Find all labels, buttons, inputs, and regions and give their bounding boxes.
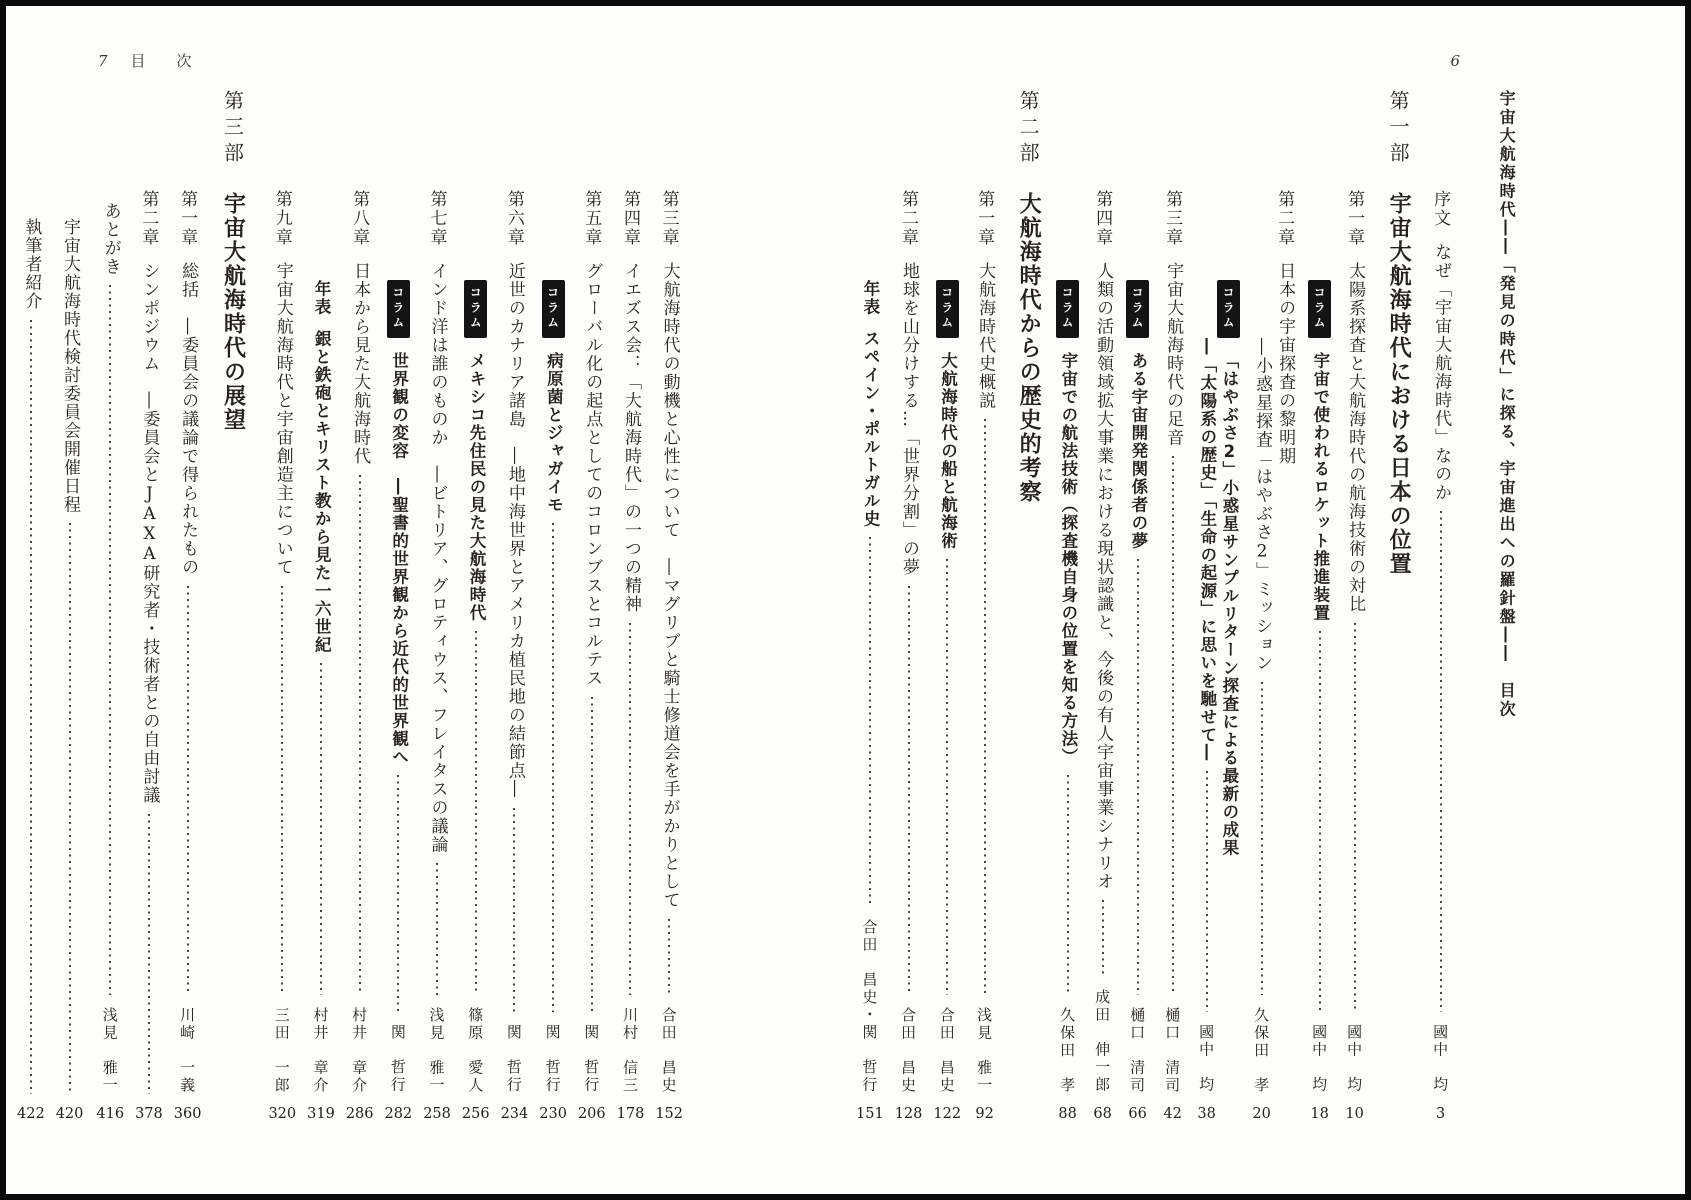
entry-label: 第二章 bbox=[1274, 190, 1295, 247]
entry-page-number: 422 bbox=[17, 1106, 45, 1122]
entry-label: コラム bbox=[1217, 280, 1240, 338]
entry-page-number: 20 bbox=[1252, 1106, 1271, 1122]
dotted-leader bbox=[69, 523, 71, 1094]
entry-title: 宇宙で使われるロケット推進装置 bbox=[1310, 352, 1330, 622]
entry-title: 日本の宇宙探査の黎明期 bbox=[1275, 262, 1296, 466]
entry-page-number: 258 bbox=[423, 1106, 451, 1122]
entry-page-number: 286 bbox=[345, 1106, 374, 1122]
dotted-leader bbox=[359, 475, 361, 995]
part-heading bbox=[1383, 90, 1414, 1124]
toc-entry bbox=[174, 90, 202, 1124]
entry-main-column bbox=[1217, 90, 1240, 1124]
part-heading-column bbox=[1383, 90, 1414, 1124]
entry-author: 篠原 愛人 bbox=[466, 1006, 485, 1094]
entry-label: 第三章 bbox=[658, 190, 679, 247]
toc-entry bbox=[539, 90, 567, 1124]
entry-main-column bbox=[268, 90, 296, 1124]
entry-author: 國中 均 bbox=[1197, 1024, 1216, 1094]
part-heading-column bbox=[217, 90, 248, 1124]
entry-author: 合田 昌史 bbox=[899, 1006, 918, 1094]
entry-label: 第三章 bbox=[1162, 190, 1183, 247]
entry-main-column bbox=[933, 90, 961, 1124]
entry-title: ある宇宙開発関係者の夢 bbox=[1128, 352, 1148, 550]
entry-author: 樋口 清司 bbox=[1163, 1006, 1182, 1094]
entry-main-column bbox=[1126, 90, 1149, 1124]
entry-subtitle: ―「太陽系の歴史」「生命の起源」に思いを馳せて― bbox=[1197, 338, 1217, 762]
entry-page-number: 320 bbox=[268, 1106, 297, 1122]
toc-entry bbox=[1342, 90, 1367, 1124]
book-title-column bbox=[1495, 90, 1518, 1124]
entry-author: 樋口 清司 bbox=[1128, 1006, 1147, 1094]
entry-page-number: 122 bbox=[933, 1106, 962, 1122]
part-heading bbox=[217, 90, 248, 1124]
toc-entry bbox=[856, 90, 884, 1124]
entry-subtitle-column bbox=[1196, 90, 1217, 1124]
entry-author: 浅見 雅一 bbox=[975, 1006, 994, 1094]
entry-main-column bbox=[655, 90, 683, 1124]
toc-group-chapters bbox=[268, 90, 683, 1124]
entry-title: 太陽系探査と大航海時代の航海技術の対比 bbox=[1345, 262, 1366, 614]
entry-main-column bbox=[135, 90, 163, 1124]
entry-author: 三田 一郎 bbox=[272, 1006, 291, 1094]
book-title-entry bbox=[1495, 90, 1518, 1124]
dotted-leader bbox=[1172, 456, 1174, 995]
dotted-leader bbox=[668, 919, 670, 995]
toc-entry bbox=[1126, 90, 1149, 1124]
entry-main-column bbox=[1090, 90, 1115, 1124]
entry-page-number: 178 bbox=[616, 1106, 645, 1122]
toc-group-backmatter bbox=[17, 90, 83, 1124]
toc-entry bbox=[933, 90, 961, 1124]
entry-main-column bbox=[539, 90, 567, 1124]
entry-author: 村井 章介 bbox=[350, 1006, 369, 1094]
entry-main-column bbox=[17, 90, 45, 1124]
entry-title: 大航海時代の船と航海術 bbox=[938, 352, 958, 550]
toc-entry bbox=[1428, 90, 1453, 1124]
entry-page-number: 38 bbox=[1197, 1106, 1216, 1122]
entry-label: 第九章 bbox=[271, 190, 292, 247]
toc-group-title bbox=[1495, 90, 1518, 1124]
entry-title: グローバル化の起点としてのコロンブスとコルテス bbox=[582, 262, 603, 688]
entry-page-number: 230 bbox=[539, 1106, 567, 1122]
entry-author: 久保田 孝 bbox=[1058, 1006, 1077, 1094]
page-left bbox=[6, 6, 845, 1194]
dotted-leader bbox=[320, 663, 322, 995]
entry-title: イエズス会：「大航海時代」の一つの精神 bbox=[620, 262, 641, 614]
entry-main-column bbox=[423, 90, 451, 1124]
entry-author: 川村 信三 bbox=[620, 1006, 639, 1094]
toc-entry bbox=[895, 90, 923, 1124]
toc-entry bbox=[17, 90, 45, 1124]
entry-label: 序文 bbox=[1430, 190, 1451, 228]
entry-page-number: 128 bbox=[894, 1106, 923, 1122]
entry-title: 病原菌とジャガイモ bbox=[544, 352, 564, 514]
entry-title: 日本から見た大航海時代 bbox=[350, 262, 371, 466]
entry-author: 関 哲行 bbox=[582, 1024, 601, 1094]
entry-main-column bbox=[1056, 90, 1079, 1124]
entry-title: あとがき bbox=[100, 202, 121, 276]
toc-entry bbox=[655, 90, 683, 1124]
entry-title: 銀と鉄砲とキリスト教から見た一六世紀 bbox=[312, 330, 332, 654]
entry-main-column bbox=[174, 90, 202, 1124]
toc-group-part1 bbox=[1056, 90, 1414, 1124]
entry-author: 久保田 孝 bbox=[1252, 1006, 1271, 1094]
entry-main-column bbox=[972, 90, 997, 1124]
entry-main-column bbox=[578, 90, 606, 1124]
entry-page-number: 66 bbox=[1128, 1106, 1147, 1122]
part-label: 第一部 bbox=[1386, 90, 1411, 168]
dotted-leader bbox=[629, 623, 631, 995]
entry-author: 成田 伸一郎 bbox=[1093, 989, 1112, 1094]
entry-title: 宇宙大航海時代検討委員会開催日程 bbox=[60, 218, 81, 514]
entry-page-number: 420 bbox=[55, 1106, 84, 1122]
entry-main-column bbox=[1342, 90, 1367, 1124]
entry-label: 第五章 bbox=[581, 190, 602, 247]
entry-page-number: 416 bbox=[96, 1106, 125, 1122]
dotted-leader bbox=[397, 775, 399, 1012]
entry-author: 國中 均 bbox=[1431, 1024, 1450, 1094]
book-spread bbox=[6, 6, 1685, 1194]
entry-title: 地球を山分けする…「世界分割」の夢 bbox=[899, 262, 920, 577]
entry-main-column bbox=[1308, 90, 1331, 1124]
dotted-leader bbox=[552, 523, 554, 1012]
dotted-leader bbox=[281, 586, 283, 995]
entry-title: 大航海時代の動機と心性について ―マグリブと騎士修道会を手がかりとして bbox=[659, 262, 680, 910]
entry-label: 第一章 bbox=[974, 190, 995, 247]
entry-main-column bbox=[1272, 90, 1297, 1124]
entry-main-column bbox=[856, 90, 884, 1124]
entry-label: 第二章 bbox=[138, 190, 159, 247]
entry-title: スペイン・ポルトガル史 bbox=[861, 330, 881, 528]
entry-title: インド洋は誰のものか ―ビトリア、グロティウス、フレイタスの議論 bbox=[427, 262, 448, 854]
entry-main-column bbox=[96, 90, 124, 1124]
entry-author: 國中 均 bbox=[1345, 1024, 1364, 1094]
entry-page-number: 68 bbox=[1093, 1106, 1112, 1122]
toc-group-part3 bbox=[135, 90, 248, 1124]
entry-label: 第六章 bbox=[503, 190, 524, 247]
dotted-leader bbox=[869, 537, 871, 907]
entry-page-number: 92 bbox=[975, 1106, 994, 1122]
entry-page-number: 88 bbox=[1058, 1106, 1077, 1122]
entry-label: 第一章 bbox=[177, 190, 198, 247]
toc-entry bbox=[578, 90, 606, 1124]
part-label: 第三部 bbox=[220, 90, 245, 168]
dotted-leader bbox=[1261, 682, 1263, 995]
toc-content-right bbox=[845, 90, 1518, 1124]
dotted-leader bbox=[1102, 900, 1104, 977]
entry-label: コラム bbox=[936, 280, 959, 338]
entry-label: コラム bbox=[1308, 280, 1331, 338]
toc-entry bbox=[96, 90, 124, 1124]
dotted-leader bbox=[30, 320, 32, 1095]
entry-page-number: 151 bbox=[856, 1106, 884, 1122]
entry-main-column bbox=[1160, 90, 1185, 1124]
dotted-leader bbox=[946, 559, 948, 995]
book-title: 宇宙大航海時代――「発見の時代」に探る、宇宙進出への羅針盤―― 目次 bbox=[1497, 90, 1517, 719]
part-heading bbox=[1013, 90, 1044, 1124]
dotted-leader bbox=[148, 814, 150, 1095]
toc-entry bbox=[307, 90, 335, 1124]
dotted-leader bbox=[436, 863, 438, 995]
dotted-leader bbox=[984, 419, 986, 995]
entry-author: 関 哲行 bbox=[504, 1024, 523, 1094]
dotted-leader bbox=[1354, 623, 1356, 1013]
toc-group-part2 bbox=[856, 90, 1044, 1124]
entry-author: 浅見 雅一 bbox=[100, 1006, 119, 1094]
dotted-leader bbox=[1440, 511, 1442, 1012]
part-title: 宇宙大航海時代における日本の位置 bbox=[1386, 192, 1412, 576]
entry-main-column bbox=[1428, 90, 1453, 1124]
toc-entry bbox=[501, 90, 529, 1124]
toc-entry bbox=[1308, 90, 1331, 1124]
toc-entry bbox=[385, 90, 413, 1124]
part-title: 大航海時代からの歴史的考察 bbox=[1016, 192, 1042, 504]
entry-author: 関 哲行 bbox=[388, 1024, 407, 1094]
entry-title: 「はやぶさ2」小惑星サンプルリターン探査による最新の成果 bbox=[1219, 352, 1239, 857]
entry-label: コラム bbox=[1056, 280, 1079, 338]
entry-label: コラム bbox=[1126, 280, 1149, 338]
running-head-title: 目 次 bbox=[130, 52, 200, 70]
entry-author: 浅見 雅一 bbox=[427, 1006, 446, 1094]
page-number-right: 6 bbox=[1450, 52, 1461, 70]
entry-main-column bbox=[307, 90, 335, 1124]
part-label: 第二部 bbox=[1016, 90, 1041, 168]
entry-page-number: 18 bbox=[1310, 1106, 1329, 1122]
entry-label: 第二章 bbox=[898, 190, 919, 247]
toc-entry bbox=[972, 90, 997, 1124]
dotted-leader bbox=[475, 631, 477, 995]
entry-label: 第四章 bbox=[1092, 190, 1113, 247]
dotted-leader bbox=[1319, 631, 1321, 1012]
dotted-leader bbox=[1137, 559, 1139, 995]
entry-author: 関 哲行 bbox=[543, 1024, 562, 1094]
toc-entry bbox=[268, 90, 296, 1124]
entry-title: 近世のカナリア諸島 ―地中海世界とアメリカ植民地の結節点― bbox=[504, 262, 525, 799]
entry-main-column bbox=[385, 90, 413, 1124]
entry-author: 國中 均 bbox=[1310, 1024, 1329, 1094]
entry-title: メキシコ先住民の見た大航海時代 bbox=[466, 352, 486, 622]
entry-main-column bbox=[56, 90, 84, 1124]
entry-title: 宇宙大航海時代と宇宙創造主について bbox=[272, 262, 293, 577]
running-head-left bbox=[98, 50, 200, 71]
dotted-leader bbox=[513, 808, 515, 1013]
toc-entry bbox=[1251, 90, 1297, 1124]
dotted-leader bbox=[187, 586, 189, 995]
entry-label: 年表 bbox=[860, 280, 880, 316]
entry-main-column bbox=[346, 90, 374, 1124]
entry-main-column bbox=[462, 90, 490, 1124]
dotted-leader bbox=[591, 697, 593, 1013]
page-right bbox=[845, 6, 1685, 1194]
entry-title: 人類の活動領域拡大事業における現状認識と、今後の有人宇宙事業シナリオ bbox=[1093, 262, 1114, 891]
entry-label: コラム bbox=[542, 280, 565, 338]
dotted-leader bbox=[1206, 771, 1208, 1012]
entry-subtitle-column bbox=[1251, 90, 1272, 1124]
entry-title: 世界観の変容 ―聖書的世界観から近代的世界観へ bbox=[389, 352, 409, 766]
toc-entry bbox=[617, 90, 645, 1124]
toc-entry bbox=[1196, 90, 1240, 1124]
entry-label: 第七章 bbox=[426, 190, 447, 247]
entry-label: 第八章 bbox=[349, 190, 370, 247]
entry-label: コラム bbox=[387, 280, 410, 338]
entry-page-number: 234 bbox=[500, 1106, 529, 1122]
part-heading-column bbox=[1013, 90, 1044, 1124]
entry-author: 合田 昌史 bbox=[659, 1006, 678, 1094]
toc-content-left bbox=[6, 90, 683, 1124]
entry-label: 年表 bbox=[311, 280, 331, 316]
toc-entry bbox=[1160, 90, 1185, 1124]
toc-entry bbox=[423, 90, 451, 1124]
entry-page-number: 360 bbox=[173, 1106, 202, 1122]
part-title: 宇宙大航海時代の展望 bbox=[220, 192, 246, 432]
entry-main-column bbox=[895, 90, 923, 1124]
entry-title: 宇宙大航海時代の足音 bbox=[1163, 262, 1184, 447]
entry-main-column bbox=[501, 90, 529, 1124]
dotted-leader bbox=[908, 586, 910, 995]
entry-page-number: 256 bbox=[461, 1106, 490, 1122]
entry-page-number: 282 bbox=[384, 1106, 413, 1122]
entry-title: 宇宙での航法技術（探査機自身の位置を知る方法） bbox=[1058, 352, 1078, 766]
toc-group-afterword bbox=[96, 90, 124, 1124]
entry-title: なぜ「宇宙大航海時代」なのか bbox=[1431, 243, 1452, 502]
entry-page-number: 152 bbox=[655, 1106, 683, 1122]
toc-entry bbox=[56, 90, 84, 1124]
entry-label: コラム bbox=[464, 280, 487, 338]
entry-title: 執筆者紹介 bbox=[21, 218, 42, 311]
entry-main-column bbox=[617, 90, 645, 1124]
toc-entry bbox=[1056, 90, 1079, 1124]
toc-entry bbox=[135, 90, 163, 1124]
entry-page-number: 3 bbox=[1435, 1106, 1446, 1122]
dotted-leader bbox=[1067, 775, 1069, 995]
dotted-leader bbox=[109, 285, 111, 995]
entry-title: シンポジウム ―委員会とJAXA研究者・技術者との自由討議 bbox=[139, 262, 160, 805]
entry-author: 合田 昌史 bbox=[937, 1006, 956, 1094]
entry-page-number: 206 bbox=[577, 1106, 606, 1122]
toc-entry bbox=[462, 90, 490, 1124]
entry-page-number: 378 bbox=[135, 1106, 163, 1122]
entry-author: 村井 章介 bbox=[311, 1006, 330, 1094]
entry-label: 第四章 bbox=[619, 190, 640, 247]
toc-entry bbox=[1090, 90, 1115, 1124]
entry-author: 合田 昌史・関 哲行 bbox=[860, 919, 879, 1094]
toc-group-preface bbox=[1428, 90, 1453, 1124]
entry-title: 総括 ―委員会の議論で得られたもの bbox=[178, 262, 199, 577]
entry-page-number: 42 bbox=[1163, 1106, 1182, 1122]
entry-page-number: 10 bbox=[1345, 1106, 1364, 1122]
entry-title: 大航海時代史概説 bbox=[975, 262, 996, 410]
entry-author: 川崎 一義 bbox=[178, 1006, 197, 1094]
entry-page-number: 319 bbox=[307, 1106, 335, 1122]
toc-entry bbox=[346, 90, 374, 1124]
page-number-left: 7 bbox=[98, 52, 109, 70]
entry-subtitle: ―小惑星探査「はやぶさ2」ミッション bbox=[1252, 338, 1273, 673]
entry-label: 第一章 bbox=[1344, 190, 1365, 247]
